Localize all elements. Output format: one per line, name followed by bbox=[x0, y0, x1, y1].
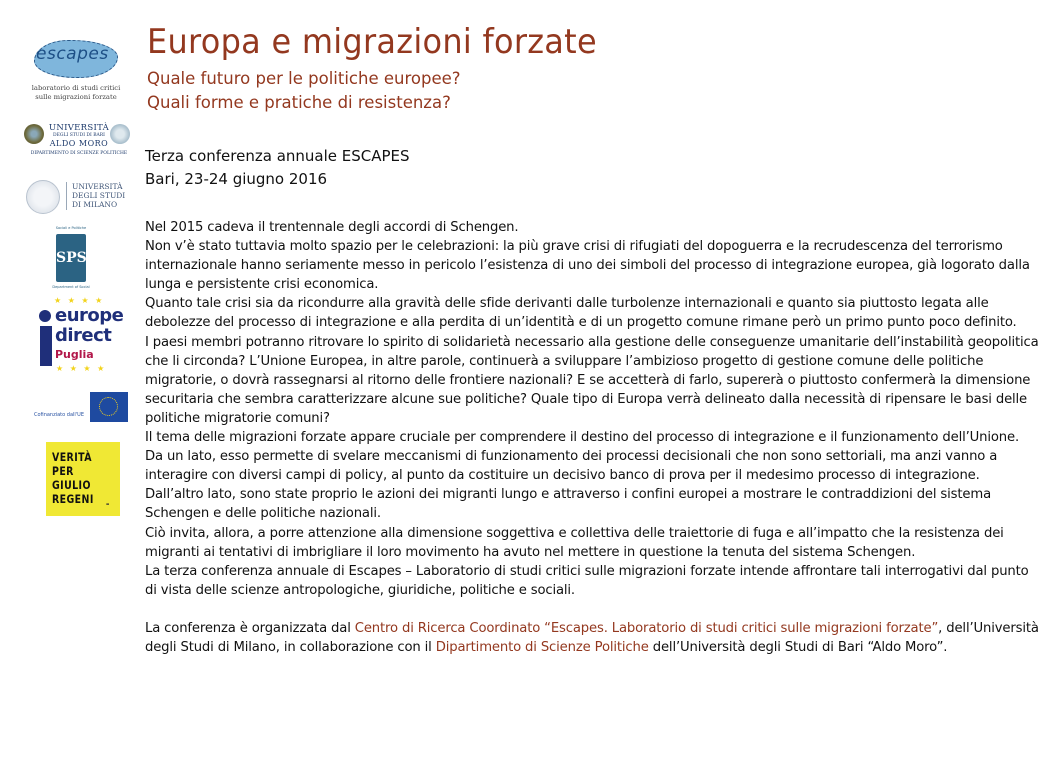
unimi-line3: DI MILANO bbox=[72, 200, 118, 209]
info-i-icon bbox=[40, 326, 52, 366]
uniba-line3: ALDO MORO bbox=[49, 139, 109, 148]
conference-name: Terza conferenza annuale ESCAPES bbox=[145, 147, 410, 165]
ed-europe: europe bbox=[55, 305, 124, 326]
paragraph: La terza conferenza annuale di Escapes – Laboratorio di studi critici sulle migrazioni forzate intende affrontare tali interrogativi dal punto di vista delle scienze antropologiche, giuridiche, politiche e sociali. bbox=[145, 563, 1029, 598]
paragraph: Ciò invita, allora, a porre attenzione alla dimensione soggettiva e collettiva delle traiettorie di fuga e all’impatto che la resistenza dei migranti ai tentativi di imbrigliare il loro movimento ha avuto nel mettere in questione la tenuta del sistema Schengen. bbox=[145, 525, 1004, 560]
organizers-text-2: , dell’Università degli Studi di Milano, in collaborazione con il bbox=[145, 620, 1039, 655]
eu-cofinanced-logo bbox=[34, 390, 134, 422]
regeni-logo bbox=[46, 442, 120, 516]
dept-seal-icon bbox=[110, 124, 130, 144]
uniba-logo bbox=[24, 124, 134, 158]
dept-political-science-link[interactable]: Dipartimento di Scienze Politiche bbox=[435, 639, 649, 655]
uniba-name bbox=[46, 124, 112, 148]
regeni-text bbox=[52, 450, 94, 506]
organizers-text-3: dell’Università degli Studi di Bari “Aldo Moro”. bbox=[648, 639, 948, 655]
paragraph: Non v’è stato tuttavia molto spazio per le celebrazioni: la più grave crisi di rifugiati del dopoguerra e la recrudescenza del terrorismo internazionale hanno seriamente messo in pericolo l’esistenza di uno dei simboli del processo di integrazione europea, già logorato dalla lunga e persistente crisi economica. bbox=[145, 239, 1030, 293]
organizers-text-1: La conferenza è organizzata dal bbox=[145, 620, 355, 636]
paragraph: Quanto tale crisi sia da ricondurre alla gravità delle sfide derivanti dalle turbolenze internazionali e quanto sia piuttosto legata alle debolezze del processo di integrazione e alla perdita di un’identità e di un progetto comune rimane però un primo punto poco definito. bbox=[145, 296, 1017, 331]
stars-bottom-icon: ★ ★ ★ ★ bbox=[56, 364, 107, 373]
regeni-line3: GIULIO bbox=[52, 478, 91, 492]
unimi-line1: UNIVERSITÀ bbox=[72, 182, 123, 191]
sps-letters: SPS bbox=[56, 250, 87, 266]
regeni-line4: REGENI bbox=[52, 492, 94, 506]
escapes-wordmark: escapes bbox=[36, 44, 109, 64]
unimi-logo bbox=[26, 178, 136, 218]
paragraph: Da un lato, esso permette di svelare meccanismi di funzionamento dei processi decisionali che non sono settoriali, ma anzi vanno a interagire con diversi campi di policy, al punto da costituire un decisivo banco di prova per il medesimo processo di integrazione. bbox=[145, 449, 998, 484]
paragraph: Il tema delle migrazioni forzate appare cruciale per comprendere il destino del processo di integrazione e il funzionamento dell’Unione. bbox=[145, 430, 1019, 446]
page-title: Europa e migrazioni forzate bbox=[147, 22, 597, 62]
eu-flag-icon bbox=[90, 392, 128, 422]
organizers-paragraph bbox=[145, 619, 1040, 657]
sps-caption-bottom: Department of Social bbox=[52, 285, 90, 289]
escapes-caption bbox=[26, 84, 126, 102]
unimi-line2: DEGLI STUDI bbox=[72, 191, 126, 200]
escapes-caption-line2: sulle migrazioni forzate bbox=[35, 93, 117, 101]
ed-puglia: Puglia bbox=[55, 348, 94, 361]
subtitle-1: Quale futuro per le politiche europee? bbox=[147, 69, 461, 88]
body-text bbox=[145, 218, 1040, 657]
amnesty-tag-icon: ▬ bbox=[106, 502, 110, 506]
eu-stars-ring bbox=[99, 397, 118, 416]
conference-place-date: Bari, 23-24 giugno 2016 bbox=[145, 170, 328, 188]
regeni-line2: PER bbox=[52, 464, 74, 478]
uniba-seal-icon bbox=[24, 124, 44, 144]
unimi-divider bbox=[66, 182, 67, 210]
subtitle-2: Quali forme e pratiche di resistenza? bbox=[147, 93, 451, 112]
escapes-centre-link[interactable]: Centro di Ricerca Coordinato “Escapes. Laboratorio di studi critici sulle migrazioni forzate” bbox=[354, 620, 939, 636]
regeni-line1: VERITÀ bbox=[52, 450, 92, 464]
sps-logo bbox=[46, 226, 96, 292]
paragraph: Dall’altro lato, sono state proprio le azioni dei migranti lungo e attraverso i confini europei a mostrare le contraddizioni del sistema Schengen e delle politiche nazionali. bbox=[145, 487, 992, 522]
escapes-logo bbox=[26, 38, 126, 106]
paragraph: I paesi membri potranno ritrovare lo spirito di solidarietà necessario alla gestione delle conseguenze umanitarie dell’instabilità geopolitica che li circonda? L’Unione Europea, in altre parole, continuerà a sviluppare l’ambizioso progetto di gestione comune delle politiche migratorie, o dovrà rassegnarsi al ritorno delle frontiere nazionali? E se accetterà di farlo, supererà o piuttosto confermerà la dimensione securitaria che sembra caratterizzare alcune sue politiche? Quale tipo di Europa verrà delineato dalla necessità di ripensare le basi delle politiche migratorie comuni? bbox=[145, 334, 1039, 426]
escapes-caption-line1: laboratorio di studi critici bbox=[31, 84, 121, 92]
europe-direct-logo bbox=[36, 296, 136, 384]
uniba-dept: DIPARTIMENTO DI SCIENZE POLITICHE bbox=[30, 151, 128, 156]
sps-caption-top: Sociali e Politiche bbox=[55, 226, 87, 230]
uniba-line1: UNIVERSITÀ bbox=[48, 123, 110, 133]
unimi-seal-icon bbox=[26, 180, 60, 214]
conference-info bbox=[145, 145, 410, 191]
paragraph: Nel 2015 cadeva il trentennale degli accordi di Schengen. bbox=[145, 220, 519, 235]
info-dot-icon bbox=[39, 310, 51, 322]
eu-caption: Cofinanziato dall'UE bbox=[34, 412, 84, 418]
unimi-name bbox=[72, 182, 125, 209]
stars-icon: ★ ★ ★ ★ bbox=[54, 296, 105, 305]
logo-sidebar bbox=[0, 0, 140, 765]
uniba-line2: DEGLI STUDI DI BARI bbox=[53, 133, 105, 138]
spacer bbox=[145, 600, 1040, 619]
ed-direct: direct bbox=[55, 325, 112, 346]
